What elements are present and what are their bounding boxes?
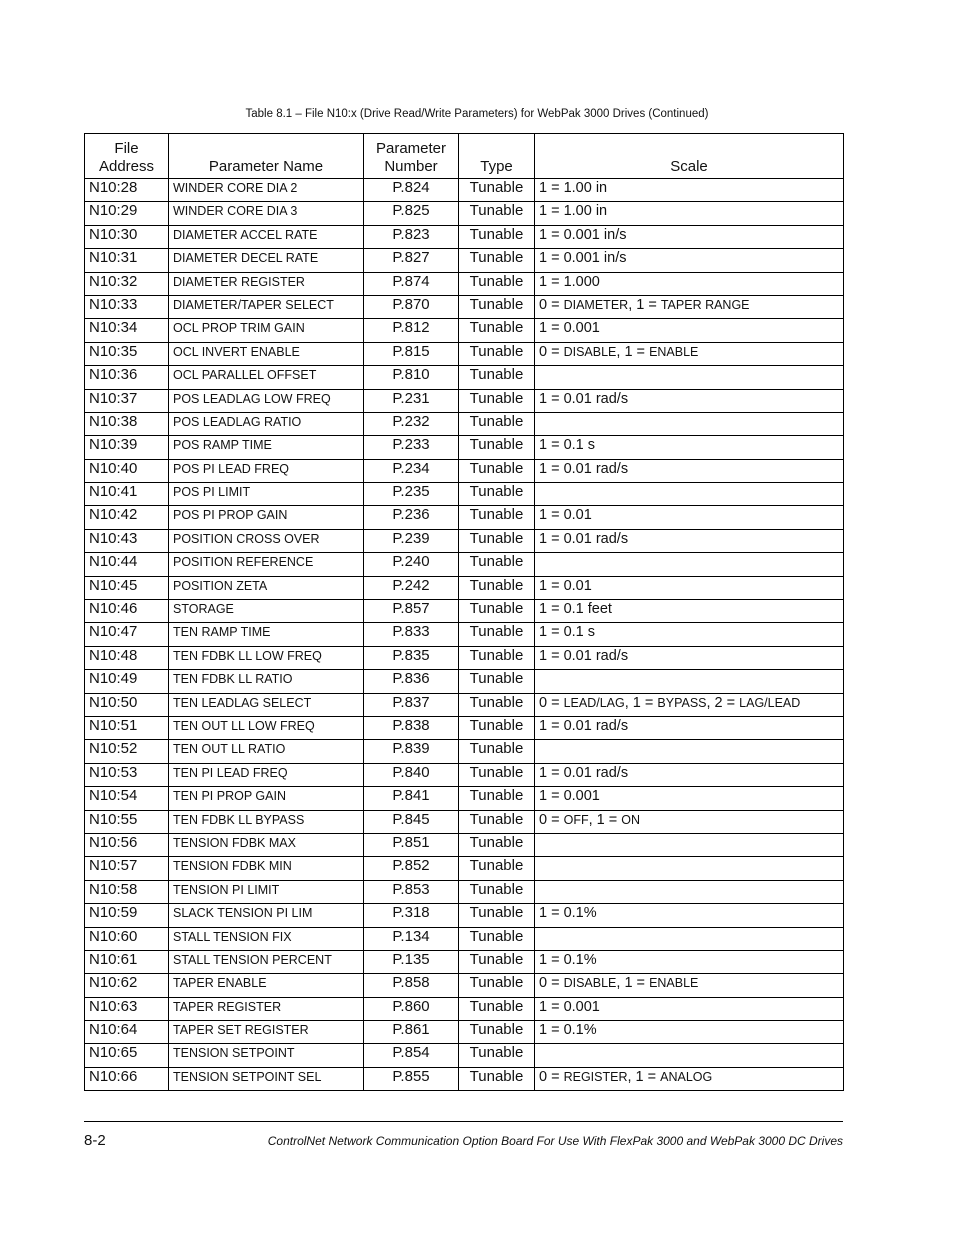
cell-file-address: N10:29 (85, 202, 169, 225)
cell-type: Tunable (459, 529, 535, 552)
cell-parameter-name: OCL PARALLEL OFFSET (169, 366, 364, 389)
table-body (85, 179, 844, 1091)
cell-scale: 1 = 0.01 (535, 576, 844, 599)
cell-parameter-number: P.239 (364, 529, 459, 552)
cell-parameter-name: OCL INVERT ENABLE (169, 342, 364, 365)
cell-parameter-number: P.833 (364, 623, 459, 646)
cell-scale (535, 366, 844, 389)
cell-type: Tunable (459, 950, 535, 973)
cell-file-address: N10:52 (85, 740, 169, 763)
cell-type: Tunable (459, 389, 535, 412)
cell-scale: 1 = 0.001 (535, 319, 844, 342)
cell-scale: 0 = DISABLE, 1 = ENABLE (535, 974, 844, 997)
cell-parameter-name: DIAMETER REGISTER (169, 272, 364, 295)
cell-parameter-number: P.853 (364, 880, 459, 903)
cell-file-address: N10:57 (85, 857, 169, 880)
cell-parameter-number: P.134 (364, 927, 459, 950)
table-row (85, 342, 844, 365)
header-scale: Scale (535, 134, 844, 179)
cell-parameter-name: STALL TENSION PERCENT (169, 950, 364, 973)
cell-scale: 1 = 1.00 in (535, 202, 844, 225)
table-row (85, 459, 844, 482)
cell-parameter-name: TAPER ENABLE (169, 974, 364, 997)
cell-file-address: N10:38 (85, 412, 169, 435)
cell-scale: 1 = 0.1% (535, 1021, 844, 1044)
cell-scale: 0 = LEAD/LAG, 1 = BYPASS, 2 = LAG/LEAD (535, 693, 844, 716)
table-row (85, 202, 844, 225)
cell-parameter-number: P.861 (364, 1021, 459, 1044)
cell-parameter-name: TEN PI PROP GAIN (169, 787, 364, 810)
cell-file-address: N10:44 (85, 553, 169, 576)
table-row (85, 693, 844, 716)
cell-type: Tunable (459, 249, 535, 272)
cell-parameter-name: TEN LEADLAG SELECT (169, 693, 364, 716)
cell-parameter-number: P.231 (364, 389, 459, 412)
cell-type: Tunable (459, 740, 535, 763)
cell-parameter-name: WINDER CORE DIA 2 (169, 179, 364, 202)
table-row (85, 483, 844, 506)
cell-parameter-number: P.825 (364, 202, 459, 225)
cell-type: Tunable (459, 202, 535, 225)
cell-parameter-number: P.870 (364, 295, 459, 318)
cell-parameter-name: DIAMETER ACCEL RATE (169, 225, 364, 248)
cell-type: Tunable (459, 436, 535, 459)
cell-scale: 0 = OFF, 1 = ON (535, 810, 844, 833)
cell-scale (535, 412, 844, 435)
cell-type: Tunable (459, 412, 535, 435)
cell-file-address: N10:35 (85, 342, 169, 365)
cell-parameter-name: DIAMETER DECEL RATE (169, 249, 364, 272)
cell-file-address: N10:47 (85, 623, 169, 646)
cell-file-address: N10:31 (85, 249, 169, 272)
table-row (85, 576, 844, 599)
cell-parameter-number: P.874 (364, 272, 459, 295)
cell-file-address: N10:30 (85, 225, 169, 248)
header-parameter-name: Parameter Name (169, 134, 364, 179)
cell-parameter-name: TAPER REGISTER (169, 997, 364, 1020)
table-row (85, 506, 844, 529)
cell-scale (535, 1044, 844, 1067)
cell-parameter-number: P.235 (364, 483, 459, 506)
cell-parameter-number: P.860 (364, 997, 459, 1020)
table-row (85, 295, 844, 318)
table-row (85, 670, 844, 693)
cell-type: Tunable (459, 295, 535, 318)
cell-parameter-name: TEN OUT LL LOW FREQ (169, 716, 364, 739)
cell-file-address: N10:39 (85, 436, 169, 459)
table-row (85, 646, 844, 669)
cell-type: Tunable (459, 319, 535, 342)
cell-file-address: N10:49 (85, 670, 169, 693)
cell-file-address: N10:37 (85, 389, 169, 412)
cell-scale (535, 833, 844, 856)
cell-parameter-number: P.835 (364, 646, 459, 669)
cell-file-address: N10:60 (85, 927, 169, 950)
cell-parameter-number: P.233 (364, 436, 459, 459)
cell-type: Tunable (459, 763, 535, 786)
cell-type: Tunable (459, 459, 535, 482)
cell-type: Tunable (459, 366, 535, 389)
cell-type: Tunable (459, 506, 535, 529)
cell-parameter-number: P.858 (364, 974, 459, 997)
cell-scale: 1 = 0.001 in/s (535, 249, 844, 272)
cell-parameter-name: TEN FDBK LL BYPASS (169, 810, 364, 833)
cell-file-address: N10:56 (85, 833, 169, 856)
table-row (85, 787, 844, 810)
cell-parameter-name: TEN FDBK LL RATIO (169, 670, 364, 693)
cell-parameter-name: POSITION CROSS OVER (169, 529, 364, 552)
cell-parameter-number: P.810 (364, 366, 459, 389)
table-row (85, 553, 844, 576)
cell-parameter-name: POSITION ZETA (169, 576, 364, 599)
cell-parameter-name: TEN OUT LL RATIO (169, 740, 364, 763)
table-row (85, 857, 844, 880)
table-row (85, 249, 844, 272)
table-row (85, 974, 844, 997)
cell-file-address: N10:63 (85, 997, 169, 1020)
cell-parameter-name: TENSION PI LIMIT (169, 880, 364, 903)
cell-file-address: N10:65 (85, 1044, 169, 1067)
cell-parameter-name: STALL TENSION FIX (169, 927, 364, 950)
cell-scale (535, 880, 844, 903)
cell-type: Tunable (459, 1021, 535, 1044)
cell-scale: 1 = 0.1 s (535, 623, 844, 646)
header-file-address: File Address (85, 134, 169, 179)
cell-file-address: N10:64 (85, 1021, 169, 1044)
cell-parameter-number: P.845 (364, 810, 459, 833)
table-row (85, 366, 844, 389)
cell-scale: 0 = DISABLE, 1 = ENABLE (535, 342, 844, 365)
cell-type: Tunable (459, 225, 535, 248)
table-row (85, 623, 844, 646)
table-row (85, 997, 844, 1020)
cell-parameter-number: P.318 (364, 904, 459, 927)
table-row (85, 740, 844, 763)
cell-type: Tunable (459, 623, 535, 646)
cell-parameter-number: P.242 (364, 576, 459, 599)
cell-type: Tunable (459, 553, 535, 576)
table-row (85, 763, 844, 786)
cell-parameter-number: P.232 (364, 412, 459, 435)
cell-file-address: N10:40 (85, 459, 169, 482)
cell-parameter-number: P.135 (364, 950, 459, 973)
cell-type: Tunable (459, 880, 535, 903)
table-row (85, 927, 844, 950)
cell-scale: 1 = 0.1% (535, 950, 844, 973)
cell-scale: 0 = REGISTER, 1 = ANALOG (535, 1067, 844, 1090)
cell-file-address: N10:45 (85, 576, 169, 599)
table-header-row (85, 134, 844, 179)
cell-type: Tunable (459, 483, 535, 506)
cell-file-address: N10:58 (85, 880, 169, 903)
cell-type: Tunable (459, 179, 535, 202)
cell-parameter-number: P.857 (364, 600, 459, 623)
cell-file-address: N10:59 (85, 904, 169, 927)
cell-parameter-name: TENSION SETPOINT (169, 1044, 364, 1067)
cell-scale (535, 740, 844, 763)
cell-scale: 1 = 0.01 rad/s (535, 716, 844, 739)
table-row (85, 529, 844, 552)
cell-scale (535, 483, 844, 506)
table-row (85, 716, 844, 739)
cell-file-address: N10:48 (85, 646, 169, 669)
cell-type: Tunable (459, 857, 535, 880)
cell-scale: 1 = 0.01 rad/s (535, 459, 844, 482)
table-row (85, 904, 844, 927)
cell-type: Tunable (459, 670, 535, 693)
cell-file-address: N10:46 (85, 600, 169, 623)
cell-parameter-name: TEN RAMP TIME (169, 623, 364, 646)
cell-file-address: N10:66 (85, 1067, 169, 1090)
cell-type: Tunable (459, 693, 535, 716)
cell-parameter-number: P.840 (364, 763, 459, 786)
footer-title: ControlNet Network Communication Option Board For Use With FlexPak 3000 and WebPak 3000 DC Drives (267, 1134, 843, 1148)
cell-scale: 1 = 0.1 s (535, 436, 844, 459)
cell-type: Tunable (459, 974, 535, 997)
cell-parameter-name: TENSION SETPOINT SEL (169, 1067, 364, 1090)
cell-parameter-name: POS LEADLAG LOW FREQ (169, 389, 364, 412)
cell-type: Tunable (459, 646, 535, 669)
cell-parameter-number: P.823 (364, 225, 459, 248)
cell-parameter-name: WINDER CORE DIA 3 (169, 202, 364, 225)
cell-file-address: N10:55 (85, 810, 169, 833)
cell-file-address: N10:62 (85, 974, 169, 997)
page-number: 8-2 (84, 1132, 106, 1149)
cell-type: Tunable (459, 576, 535, 599)
cell-scale: 0 = DIAMETER, 1 = TAPER RANGE (535, 295, 844, 318)
cell-scale: 1 = 0.001 in/s (535, 225, 844, 248)
table-row (85, 880, 844, 903)
cell-scale (535, 670, 844, 693)
cell-file-address: N10:34 (85, 319, 169, 342)
cell-parameter-name: TEN PI LEAD FREQ (169, 763, 364, 786)
table-row (85, 950, 844, 973)
cell-parameter-number: P.839 (364, 740, 459, 763)
cell-scale: 1 = 0.01 rad/s (535, 646, 844, 669)
cell-parameter-number: P.837 (364, 693, 459, 716)
cell-file-address: N10:42 (85, 506, 169, 529)
cell-type: Tunable (459, 716, 535, 739)
table-row (85, 272, 844, 295)
cell-type: Tunable (459, 787, 535, 810)
cell-scale: 1 = 0.001 (535, 997, 844, 1020)
table-row (85, 600, 844, 623)
table-row (85, 412, 844, 435)
cell-type: Tunable (459, 927, 535, 950)
cell-type: Tunable (459, 997, 535, 1020)
cell-type: Tunable (459, 833, 535, 856)
cell-parameter-name: OCL PROP TRIM GAIN (169, 319, 364, 342)
cell-scale: 1 = 0.01 (535, 506, 844, 529)
cell-parameter-name: TAPER SET REGISTER (169, 1021, 364, 1044)
cell-parameter-number: P.815 (364, 342, 459, 365)
cell-scale: 1 = 1.00 in (535, 179, 844, 202)
cell-parameter-number: P.851 (364, 833, 459, 856)
table-row (85, 179, 844, 202)
cell-type: Tunable (459, 600, 535, 623)
cell-parameter-name: POS PI PROP GAIN (169, 506, 364, 529)
table-row (85, 1021, 844, 1044)
cell-file-address: N10:33 (85, 295, 169, 318)
header-parameter-number: Parameter Number (364, 134, 459, 179)
cell-file-address: N10:36 (85, 366, 169, 389)
cell-scale: 1 = 0.01 rad/s (535, 389, 844, 412)
cell-scale: 1 = 0.01 rad/s (535, 763, 844, 786)
cell-parameter-number: P.852 (364, 857, 459, 880)
cell-parameter-name: POS PI LIMIT (169, 483, 364, 506)
cell-scale: 1 = 0.001 (535, 787, 844, 810)
cell-type: Tunable (459, 272, 535, 295)
cell-parameter-number: P.240 (364, 553, 459, 576)
cell-type: Tunable (459, 904, 535, 927)
cell-type: Tunable (459, 342, 535, 365)
cell-parameter-name: POS LEADLAG RATIO (169, 412, 364, 435)
table-row (85, 1067, 844, 1090)
footer-divider (84, 1121, 843, 1122)
table-row (85, 1044, 844, 1067)
cell-file-address: N10:53 (85, 763, 169, 786)
table-row (85, 810, 844, 833)
cell-type: Tunable (459, 1044, 535, 1067)
cell-parameter-name: POS RAMP TIME (169, 436, 364, 459)
table-row (85, 319, 844, 342)
cell-scale (535, 857, 844, 880)
cell-file-address: N10:51 (85, 716, 169, 739)
cell-parameter-name: POSITION REFERENCE (169, 553, 364, 576)
cell-type: Tunable (459, 1067, 535, 1090)
cell-file-address: N10:43 (85, 529, 169, 552)
table-row (85, 389, 844, 412)
cell-scale: 1 = 0.1% (535, 904, 844, 927)
cell-parameter-number: P.854 (364, 1044, 459, 1067)
cell-file-address: N10:54 (85, 787, 169, 810)
cell-parameter-number: P.824 (364, 179, 459, 202)
cell-file-address: N10:41 (85, 483, 169, 506)
cell-parameter-number: P.827 (364, 249, 459, 272)
cell-parameter-name: DIAMETER/TAPER SELECT (169, 295, 364, 318)
cell-parameter-number: P.855 (364, 1067, 459, 1090)
cell-parameter-number: P.841 (364, 787, 459, 810)
cell-parameter-name: TEN FDBK LL LOW FREQ (169, 646, 364, 669)
cell-scale (535, 927, 844, 950)
parameter-table (84, 133, 844, 1091)
cell-file-address: N10:28 (85, 179, 169, 202)
cell-parameter-number: P.812 (364, 319, 459, 342)
header-type: Type (459, 134, 535, 179)
table-row (85, 225, 844, 248)
cell-file-address: N10:61 (85, 950, 169, 973)
table-row (85, 436, 844, 459)
cell-scale: 1 = 1.000 (535, 272, 844, 295)
table-caption: Table 8.1 – File N10:x (Drive Read/Write Parameters) for WebPak 3000 Drives (Continued) (245, 108, 709, 120)
cell-parameter-name: SLACK TENSION PI LIM (169, 904, 364, 927)
cell-file-address: N10:32 (85, 272, 169, 295)
cell-file-address: N10:50 (85, 693, 169, 716)
cell-scale (535, 553, 844, 576)
cell-parameter-name: STORAGE (169, 600, 364, 623)
cell-scale: 1 = 0.01 rad/s (535, 529, 844, 552)
cell-parameter-name: TENSION FDBK MIN (169, 857, 364, 880)
cell-parameter-number: P.836 (364, 670, 459, 693)
cell-parameter-number: P.838 (364, 716, 459, 739)
cell-parameter-name: POS PI LEAD FREQ (169, 459, 364, 482)
cell-scale: 1 = 0.1 feet (535, 600, 844, 623)
table-row (85, 833, 844, 856)
cell-parameter-number: P.236 (364, 506, 459, 529)
cell-type: Tunable (459, 810, 535, 833)
cell-parameter-name: TENSION FDBK MAX (169, 833, 364, 856)
cell-parameter-number: P.234 (364, 459, 459, 482)
